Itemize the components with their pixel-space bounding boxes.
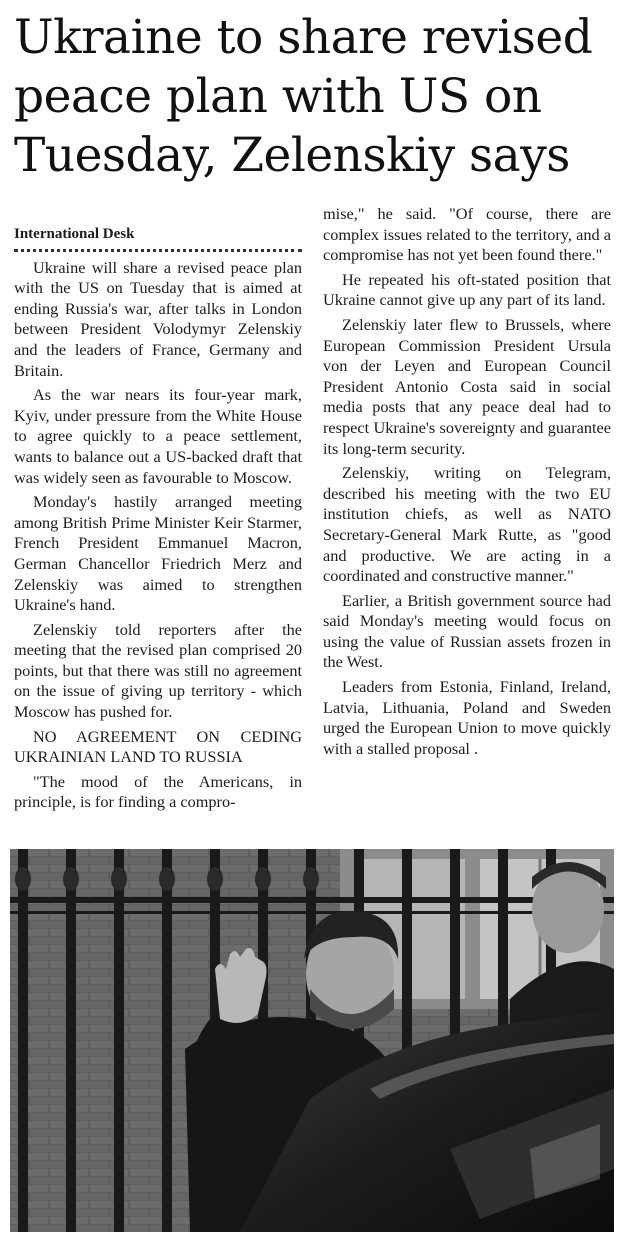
paragraph: He repeated his oft-stated position that Ukraine cannot give up any part of its land. [323, 269, 611, 310]
news-photo [10, 849, 614, 1232]
paragraph: Ukraine will share a revised peace plan with the US on Tuesday that is aimed at ending Russia's war, after talks in London between President Volodymyr Zelenskiy and the leaders of France, Germany and Britain. [14, 257, 302, 380]
desk-byline: International Desk [14, 224, 302, 252]
paragraph: Monday's hastily arranged meeting among British Prime Minister Keir Starmer, French President Emmanuel Macron, German Chancellor Friedrich Merz and Zelenskiy was aimed to strengthen Ukraine's hand. [14, 492, 302, 615]
paragraph: "The mood of the Americans, in principle, is for finding a compro- [14, 771, 302, 812]
paragraph: Leaders from Estonia, Finland, Ireland, Latvia, Lithuania, Poland and Sweden urged the European Union to move quickly with a stalled proposal . [323, 677, 611, 758]
subheading: NO AGREEMENT ON CEDING UKRAINIAN LAND TO RUSSIA [14, 726, 302, 767]
paragraph: As the war nears its four-year mark, Kyiv, under pressure from the White House to agree quickly to a peace settlement, wants to balance out a US-backed draft that was widely seen as favourable to Moscow. [14, 385, 302, 487]
article-column-left [14, 212, 302, 817]
headline: Ukraine to share revised peace plan with US on Tuesday, Zelenskiy says [14, 10, 593, 183]
paragraph: Earlier, a British government source had said Monday's meeting would focus on using the value of Russian assets frozen in the West. [323, 590, 611, 672]
paragraph: mise," he said. "Of course, there are complex issues related to the territory, and a compromise has not yet been found there." [323, 204, 611, 265]
photo-illustration [10, 849, 614, 1232]
paragraph: Zelenskiy told reporters after the meeting that the revised plan comprised 20 points, but that there was still no agreement on the issue of giving up territory - which Moscow has pushed for. [14, 619, 302, 722]
paragraph: Zelenskiy, writing on Telegram, described his meeting with the two EU institution chiefs, as well as NATO Secretary-General Mark Rutte, as "good and productive. We are acting in a coordinated and constructive manner." [323, 463, 611, 586]
paragraph: Zelenskiy later flew to Brussels, where European Commission President Ursula von der Leyen and European Council President Antonio Costa said in social media posts that any peace deal had to respect Ukraine's sovereignty and guarantee its long-term security. [323, 314, 611, 458]
article-column-right [323, 204, 611, 763]
